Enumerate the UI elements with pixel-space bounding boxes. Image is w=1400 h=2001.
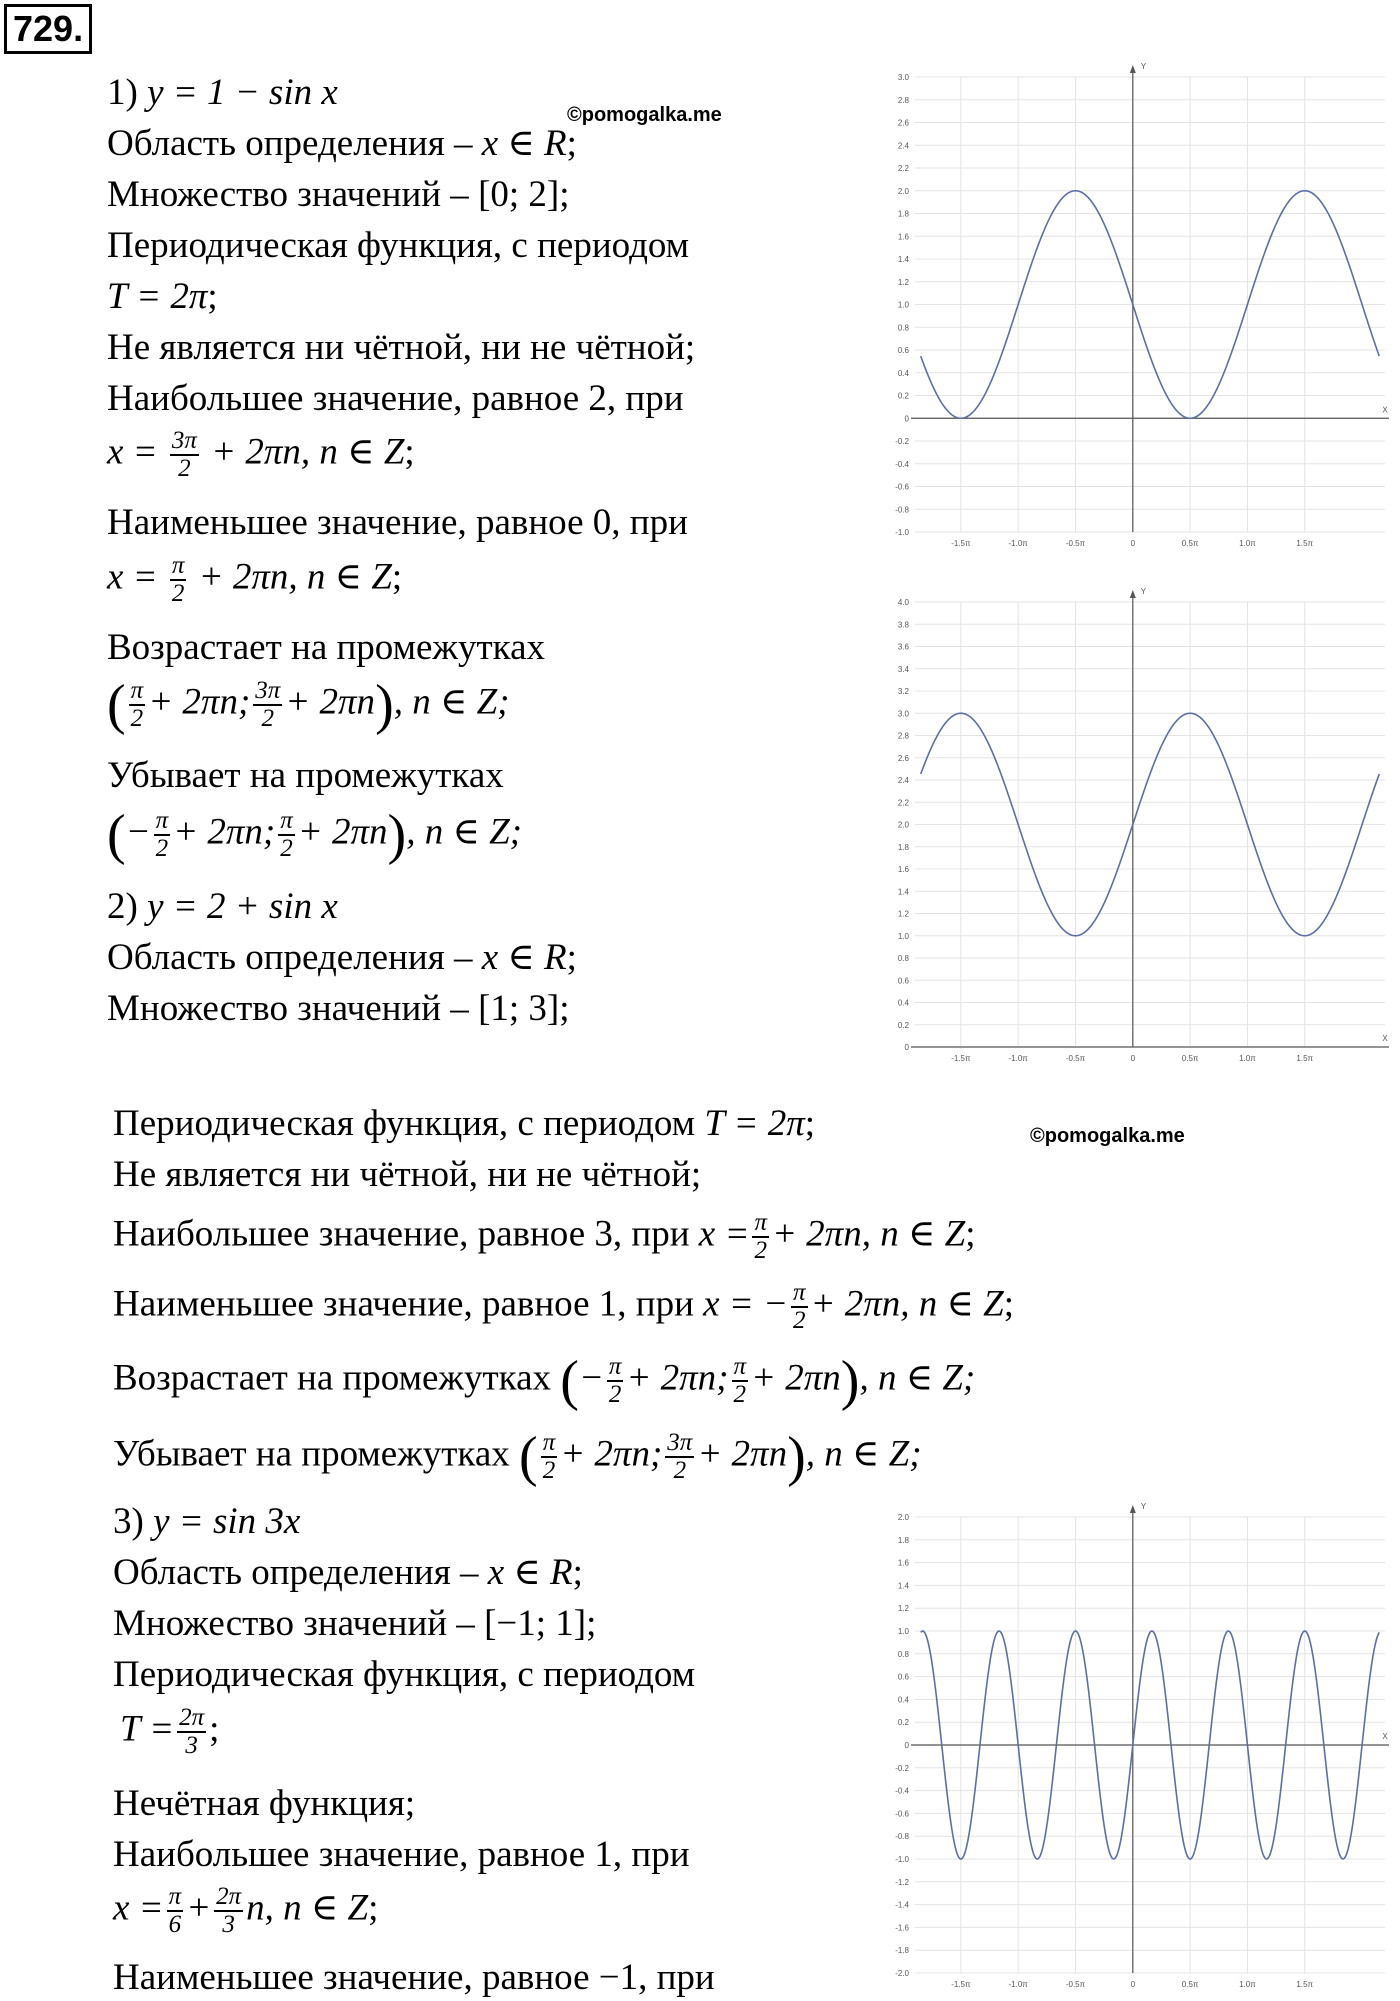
domain-math: x ∈ R xyxy=(481,123,567,164)
formula-lhs: x = xyxy=(698,1213,750,1255)
part2-period: Периодическая функция, с периодом T = 2π; xyxy=(113,1103,816,1144)
part3-period-math: T = $\frac{2\pi}{3}$ ; xyxy=(120,1704,220,1760)
part2-domain: Область определения – x ∈ R; xyxy=(107,937,577,978)
formula-rhs: + 2πn, n ∈ Z xyxy=(211,431,405,473)
y-tick-label: 3.4 xyxy=(897,664,909,674)
interval-mid: + 2πn; xyxy=(626,1357,729,1399)
part1-max-label: Наибольшее значение, равное 2, при xyxy=(107,378,684,419)
x-tick-label: 0 xyxy=(1130,1054,1136,1063)
interval-tail: , n ∈ Z; xyxy=(859,1357,976,1399)
interval-end: + 2πn xyxy=(297,811,388,853)
fraction xyxy=(541,1430,558,1485)
part2-number: 2) xyxy=(107,886,138,927)
x-tick-label: 0 xyxy=(1130,539,1136,548)
period-label: Периодическая функция, с периодом xyxy=(113,1103,696,1144)
x-tick-label: -1.5π xyxy=(951,1054,971,1063)
y-tick-label: 1.6 xyxy=(897,1558,909,1568)
numerator: π xyxy=(607,1354,624,1382)
y-tick-label: 3.0 xyxy=(897,709,909,719)
interval-tail: , n ∈ Z; xyxy=(805,1433,922,1475)
x-tick-label: 1.5π xyxy=(1296,1980,1314,1989)
y-tick-label: 0.4 xyxy=(897,998,909,1008)
denominator: 2 xyxy=(178,455,191,483)
numerator: π xyxy=(154,808,171,836)
fraction xyxy=(253,678,282,733)
y-tick-label: 2.8 xyxy=(897,95,909,105)
domain-label: Область определения – xyxy=(107,123,473,164)
x-tick-label: -1.5π xyxy=(951,539,971,548)
period-lhs: T = xyxy=(120,1708,175,1750)
range-math: [−1; 1] xyxy=(484,1603,587,1644)
interval-mid: + 2πn; xyxy=(560,1433,663,1475)
part1-increase-interval: ( $\frac{\pi}{2}$ + 2πn; $\frac{3\pi}{2}$ + 2πn), n ∈ Z; xyxy=(107,673,510,736)
increase-label: Возрастает на промежутках xyxy=(113,1357,552,1399)
part1-number: 1) xyxy=(107,72,138,113)
y-axis-arrow xyxy=(1130,65,1136,73)
formula-rhs: + 2πn, n ∈ Z xyxy=(810,1283,1004,1325)
denominator: 6 xyxy=(168,1911,182,1939)
fraction xyxy=(170,553,187,608)
denominator: 2 xyxy=(261,705,275,733)
y-tick-label: 0.4 xyxy=(897,1695,909,1705)
denominator: 2 xyxy=(793,1307,806,1335)
y-tick-label: 2.4 xyxy=(897,141,909,151)
interval-sign: − xyxy=(125,811,151,853)
y-axis-arrow xyxy=(1130,590,1136,598)
numerator: π xyxy=(170,553,187,581)
y-axis-label: Y xyxy=(1140,587,1147,596)
y-axis-label: Y xyxy=(1140,62,1147,71)
y-tick-label: 0.2 xyxy=(897,391,909,401)
formula-rhs: + 2πn, n ∈ Z xyxy=(198,556,392,598)
y-tick-label: 2.8 xyxy=(897,731,909,741)
numerator: π xyxy=(732,1354,749,1382)
part1-header xyxy=(107,72,338,115)
y-tick-label: 0 xyxy=(904,1043,909,1052)
interval-mid: + 2πn; xyxy=(173,811,276,853)
domain-math: x ∈ R xyxy=(487,1552,573,1593)
y-tick-label: 1.0 xyxy=(897,300,909,310)
domain-label: Область определения – xyxy=(107,937,473,978)
y-tick-label: 1.4 xyxy=(897,887,909,897)
interval-tail: , n ∈ Z; xyxy=(406,811,522,853)
numerator: π xyxy=(752,1210,769,1238)
formula-lhs: x = xyxy=(107,556,158,598)
denominator: 3 xyxy=(222,1911,235,1939)
y-axis-label: Y xyxy=(1140,1502,1147,1511)
x-tick-label: -0.5π xyxy=(1065,1054,1086,1063)
denominator: 2 xyxy=(542,1457,556,1485)
y-tick-label: 0.8 xyxy=(897,954,909,963)
part1-increase-label: Возрастает на промежутках xyxy=(107,627,546,668)
period-math: T = 2π xyxy=(107,276,208,317)
y-tick-label: 2.0 xyxy=(897,820,909,830)
part3-max-label: Наибольшее значение, равное 1, при xyxy=(113,1834,690,1875)
y-tick-label: 2.6 xyxy=(897,118,909,128)
x-axis-label: X xyxy=(1382,1034,1388,1043)
part3-parity: Нечётная функция; xyxy=(113,1783,416,1824)
range-math: [0; 2] xyxy=(478,174,560,215)
y-tick-label: 0.6 xyxy=(897,1672,909,1682)
numerator: π xyxy=(278,808,295,836)
graph-1 xyxy=(880,55,1395,560)
y-tick-label: 0.4 xyxy=(897,368,909,378)
x-tick-label: -1.0π xyxy=(1008,539,1028,548)
part3-header xyxy=(113,1501,300,1544)
range-label: Множество значений – xyxy=(107,174,469,215)
denominator: 2 xyxy=(733,1381,747,1409)
y-tick-label: 1.8 xyxy=(897,842,909,852)
x-tick-label: 1.0π xyxy=(1239,1980,1256,1989)
y-tick-label: -0.4 xyxy=(895,1786,909,1796)
interval-tail: , n ∈ Z; xyxy=(393,681,510,723)
range-label: Множество значений – xyxy=(113,1603,475,1644)
fraction xyxy=(214,1884,243,1939)
part1-domain: Область определения – x ∈ R; xyxy=(107,123,577,164)
y-tick-label: -1.6 xyxy=(895,1923,909,1933)
y-tick-label: 1.2 xyxy=(897,1604,909,1614)
denominator: 2 xyxy=(280,835,293,863)
part1-min-label: Наименьшее значение, равное 0, при xyxy=(107,502,688,543)
graph-2 xyxy=(880,580,1395,1075)
fraction xyxy=(607,1354,624,1409)
y-tick-label: 2.2 xyxy=(897,798,909,808)
x-tick-label: 1.0π xyxy=(1239,539,1256,548)
denominator: 2 xyxy=(673,1457,687,1485)
fraction xyxy=(154,808,171,863)
part1-function: y = 1 − sin x xyxy=(147,72,338,113)
x-tick-label: 0 xyxy=(1130,1980,1136,1989)
fraction xyxy=(167,1884,184,1939)
interval-end: + 2πn xyxy=(697,1433,788,1475)
y-tick-label: 1.0 xyxy=(897,931,909,941)
y-tick-label: -0.8 xyxy=(895,505,909,515)
domain-math: x ∈ R xyxy=(481,937,567,978)
y-tick-label: 1.2 xyxy=(897,909,909,919)
x-tick-label: -1.0π xyxy=(1008,1054,1028,1063)
denominator: 3 xyxy=(185,1732,198,1760)
part3-domain: Область определения – x ∈ R; xyxy=(113,1552,583,1593)
denominator: 2 xyxy=(608,1381,622,1409)
y-axis-arrow xyxy=(1130,1505,1136,1513)
part1-period-label: Периодическая функция, с периодом xyxy=(107,225,690,266)
y-tick-label: 1.2 xyxy=(897,277,909,287)
y-tick-label: 1.6 xyxy=(897,865,909,874)
y-tick-label: 4.0 xyxy=(897,598,909,607)
part1-max-formula: x = $\frac{3\pi}{2}$ + 2πn, n ∈ Z; xyxy=(107,427,415,483)
y-tick-label: 0.6 xyxy=(897,346,909,355)
part2-decrease: Убывает на промежутках ( $\frac{\pi}{2}$ + 2πn; $\frac{3\pi}{2}$ + 2πn), n ∈ Z; xyxy=(113,1425,922,1488)
numerator: π xyxy=(167,1884,184,1912)
x-tick-label: 1.5π xyxy=(1296,539,1314,548)
y-tick-label: -0.6 xyxy=(895,482,909,492)
numerator: π xyxy=(791,1280,808,1308)
part2-function: y = 2 + sin x xyxy=(147,886,338,927)
x-tick-label: 1.5π xyxy=(1296,1054,1314,1063)
part3-function: y = sin 3x xyxy=(153,1501,301,1542)
problem-number: 729. xyxy=(4,4,92,54)
fraction xyxy=(278,808,295,863)
part1-period-math: T = 2π; xyxy=(107,276,218,317)
part2-min: Наименьшее значение, равное 1, при x = − $\frac{\pi}{2}$ + 2πn, n ∈ Z; xyxy=(113,1279,1015,1335)
y-tick-label: -0.2 xyxy=(895,437,909,446)
part3-period-label: Периодическая функция, с периодом xyxy=(113,1654,696,1695)
numerator: π xyxy=(541,1430,558,1458)
y-tick-label: -1.4 xyxy=(895,1900,909,1910)
x-tick-label: -0.5π xyxy=(1065,539,1086,548)
y-tick-label: -0.6 xyxy=(895,1809,909,1819)
y-tick-label: 2.6 xyxy=(897,753,909,763)
y-tick-label: 1.8 xyxy=(897,209,909,219)
numerator: 3π xyxy=(170,428,199,456)
watermark: ©pomogalka.me xyxy=(1030,1125,1185,1147)
y-tick-label: 0 xyxy=(904,1741,909,1750)
interval-end: + 2πn xyxy=(285,681,376,723)
max-label: Наибольшее значение, равное 3, при xyxy=(113,1213,690,1255)
x-tick-label: -0.5π xyxy=(1065,1980,1086,1989)
y-tick-label: 1.0 xyxy=(897,1627,909,1636)
min-label: Наименьшее значение, равное 1, при xyxy=(113,1283,694,1325)
part1-parity: Не является ни чётной, ни не чётной; xyxy=(107,327,696,368)
numerator: 3π xyxy=(253,678,282,706)
y-tick-label: 2.0 xyxy=(897,1513,909,1522)
part3-range: Множество значений – [−1; 1]; xyxy=(113,1603,597,1644)
range-math: [1; 3] xyxy=(478,988,560,1029)
decrease-label: Убывает на промежутках xyxy=(113,1433,510,1475)
formula-rhs: n, n ∈ Z xyxy=(246,1887,369,1929)
formula-lhs: x = xyxy=(107,431,158,473)
y-tick-label: 0.2 xyxy=(897,1718,909,1728)
y-tick-label: 1.4 xyxy=(897,1581,909,1591)
x-axis-label: X xyxy=(1382,1732,1388,1741)
y-tick-label: -2.0 xyxy=(895,1969,909,1978)
fraction xyxy=(732,1354,749,1409)
part3-min-label: Наименьшее значение, равное −1, при xyxy=(113,1957,715,1998)
watermark: ©pomogalka.me xyxy=(567,104,722,126)
y-tick-label: 3.2 xyxy=(897,687,909,696)
y-tick-label: 3.0 xyxy=(897,73,909,82)
y-tick-label: 0.6 xyxy=(897,976,909,986)
formula-rhs: + 2πn, n ∈ Z xyxy=(771,1213,966,1255)
formula-lhs: x = − xyxy=(703,1283,788,1325)
y-tick-label: -1.0 xyxy=(895,1855,909,1864)
denominator: 2 xyxy=(754,1237,767,1265)
part2-max: Наибольшее значение, равное 3, при x = $\frac{\pi}{2}$ + 2πn, n ∈ Z; xyxy=(113,1209,976,1265)
y-tick-label: 0 xyxy=(904,414,909,424)
y-tick-label: -0.2 xyxy=(895,1763,909,1773)
x-tick-label: 0.5π xyxy=(1181,539,1199,548)
x-tick-label: 1.0π xyxy=(1239,1054,1256,1063)
part3-number: 3) xyxy=(113,1501,144,1542)
part1-decrease-label: Убывает на промежутках xyxy=(107,755,504,796)
fraction xyxy=(177,1705,206,1760)
numerator: 2π xyxy=(214,1884,243,1912)
part2-header xyxy=(107,886,338,929)
numerator: 3π xyxy=(665,1430,694,1458)
y-tick-label: 0.2 xyxy=(897,1020,909,1030)
fraction xyxy=(665,1430,694,1485)
interval-mid: + 2πn; xyxy=(148,681,251,723)
denominator: 2 xyxy=(130,705,144,733)
denominator: 2 xyxy=(171,580,185,608)
part2-increase: Возрастает на промежутках (− $\frac{\pi}{2}$ + 2πn; $\frac{\pi}{2}$ + 2πn), n ∈ Z; xyxy=(113,1349,976,1412)
y-tick-label: 3.6 xyxy=(897,642,909,652)
fraction xyxy=(752,1210,769,1265)
numerator: 2π xyxy=(177,1705,206,1733)
y-tick-label: 2.0 xyxy=(897,186,909,196)
domain-label: Область определения – xyxy=(113,1552,479,1593)
graph-3 xyxy=(880,1495,1395,2001)
part1-range: Множество значений – [0; 2]; xyxy=(107,174,570,215)
formula-lhs: x = xyxy=(113,1887,164,1929)
x-axis-label: X xyxy=(1382,405,1388,415)
x-tick-label: 0.5π xyxy=(1181,1054,1199,1063)
fraction xyxy=(170,428,199,483)
y-tick-label: -1.8 xyxy=(895,1946,909,1956)
fraction xyxy=(791,1280,808,1335)
x-tick-label: -1.5π xyxy=(951,1980,971,1989)
y-tick-label: 1.4 xyxy=(897,255,909,264)
y-tick-label: 3.8 xyxy=(897,620,909,630)
y-tick-label: -0.8 xyxy=(895,1832,909,1842)
part3-max-formula: x = $\frac{\pi}{6}$ + $\frac{2\pi}{3}$ n, n ∈ Z; xyxy=(113,1883,379,1939)
y-tick-label: 1.6 xyxy=(897,232,909,242)
x-tick-label: -1.0π xyxy=(1008,1980,1028,1989)
part1-min-formula: x = $\frac{\pi}{2}$ + 2πn, n ∈ Z; xyxy=(107,552,403,608)
y-tick-label: 2.2 xyxy=(897,164,909,173)
y-tick-label: 0.8 xyxy=(897,1649,909,1659)
range-label: Множество значений – xyxy=(107,988,469,1029)
numerator: π xyxy=(129,678,146,706)
y-tick-label: -1.0 xyxy=(895,528,909,537)
interval-end: + 2πn xyxy=(751,1357,841,1399)
part1-decrease-interval: (− $\frac{\pi}{2}$ + 2πn; $\frac{\pi}{2}$ + 2πn), n ∈ Z; xyxy=(107,803,522,866)
part2-parity: Не является ни чётной, ни не чётной; xyxy=(113,1154,702,1195)
interval-sign: − xyxy=(578,1357,604,1399)
y-tick-label: 2.4 xyxy=(897,776,909,785)
formula-plus: + xyxy=(186,1887,212,1929)
fraction xyxy=(129,678,146,733)
denominator: 2 xyxy=(155,835,169,863)
y-tick-label: 0.8 xyxy=(897,323,909,333)
y-tick-label: -0.4 xyxy=(895,459,909,469)
y-tick-label: 1.8 xyxy=(897,1535,909,1545)
y-tick-label: -1.2 xyxy=(895,1877,909,1887)
period-math: T = 2π xyxy=(704,1103,805,1144)
x-tick-label: 0.5π xyxy=(1181,1980,1199,1989)
part2-range: Множество значений – [1; 3]; xyxy=(107,988,570,1029)
